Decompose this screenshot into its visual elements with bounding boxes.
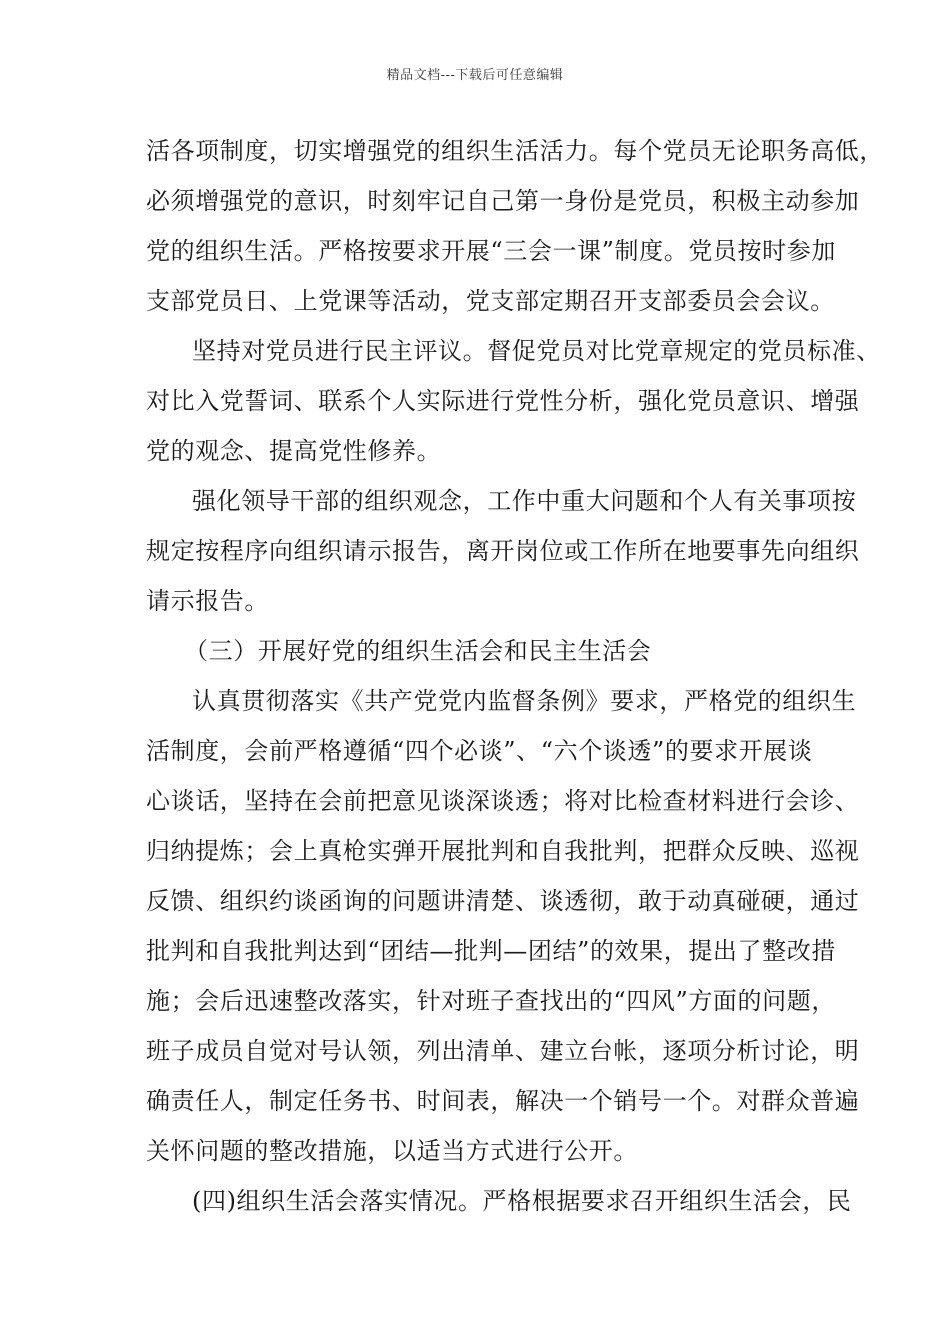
text-line: 确责任人，制定任务书、时间表，解决一个销号一个。对群众普遍 <box>146 1087 860 1115</box>
document-body <box>146 132 884 1232</box>
text-line: 反馈、组织约谈函询的问题讲清楚、谈透彻，敢于动真碰硬，通过 <box>146 887 860 915</box>
text-line: 心谈话，坚持在会前把意见谈深谈透；将对比检查材料进行会诊、 <box>146 787 860 815</box>
text-line: 党的观念、提高党性修养。 <box>146 437 442 465</box>
paragraph-first-line: 坚持对党员进行民主评议。督促党员对比党章规定的党员标准、 <box>192 337 881 365</box>
text-line: 支部党员日、上党课等活动，党支部定期召开支部委员会会议。 <box>146 287 835 315</box>
text-line: 施；会后迅速整改落实，针对班子查找出的“四风”方面的问题， <box>146 987 836 1015</box>
text-line: 归纳提炼；会上真枪实弹开展批判和自我批判，把群众反映、巡视 <box>146 837 860 865</box>
text-line: 必须增强党的意识，时刻牢记自己第一身份是党员，积极主动参加 <box>146 187 860 215</box>
text-line: 关怀问题的整改措施，以适当方式进行公开。 <box>146 1137 638 1165</box>
section-heading: （三）开展好党的组织生活会和民主生活会 <box>184 637 652 665</box>
text-line: 活各项制度，切实增强党的组织生活活力。每个党员无论职务高低， <box>146 137 884 165</box>
section-heading: (四)组织生活会落实情况。严格根据要求召开组织生活会，民 <box>192 1187 852 1215</box>
text-line: 对比入党誓词、联系个人实际进行党性分析，强化党员意识、增强 <box>146 387 860 415</box>
page-header: 精品文档---下载后可任意编辑 <box>386 68 564 83</box>
paragraph-first-line: 强化领导干部的组织观念，工作中重大问题和个人有关事项按 <box>192 487 857 515</box>
text-line: 请示报告。 <box>146 587 269 615</box>
paragraph-first-line: 认真贯彻落实《共产党党内监督条例》要求，严格党的组织生 <box>192 687 857 715</box>
text-line: 班子成员自觉对号认领，列出清单、建立台帐，逐项分析讨论，明 <box>146 1037 860 1065</box>
text-line: 活制度，会前严格遵循“四个必谈”、“六个谈透”的要求开展谈 <box>146 737 813 765</box>
text-line: 党的组织生活。严格按要求开展“三会一课”制度。党员按时参加 <box>146 237 836 265</box>
text-line: 规定按程序向组织请示报告，离开岗位或工作所在地要事先向组织 <box>146 537 860 565</box>
text-line: 批判和自我批判达到“团结—批判—团结”的效果，提出了整改措 <box>146 937 836 965</box>
